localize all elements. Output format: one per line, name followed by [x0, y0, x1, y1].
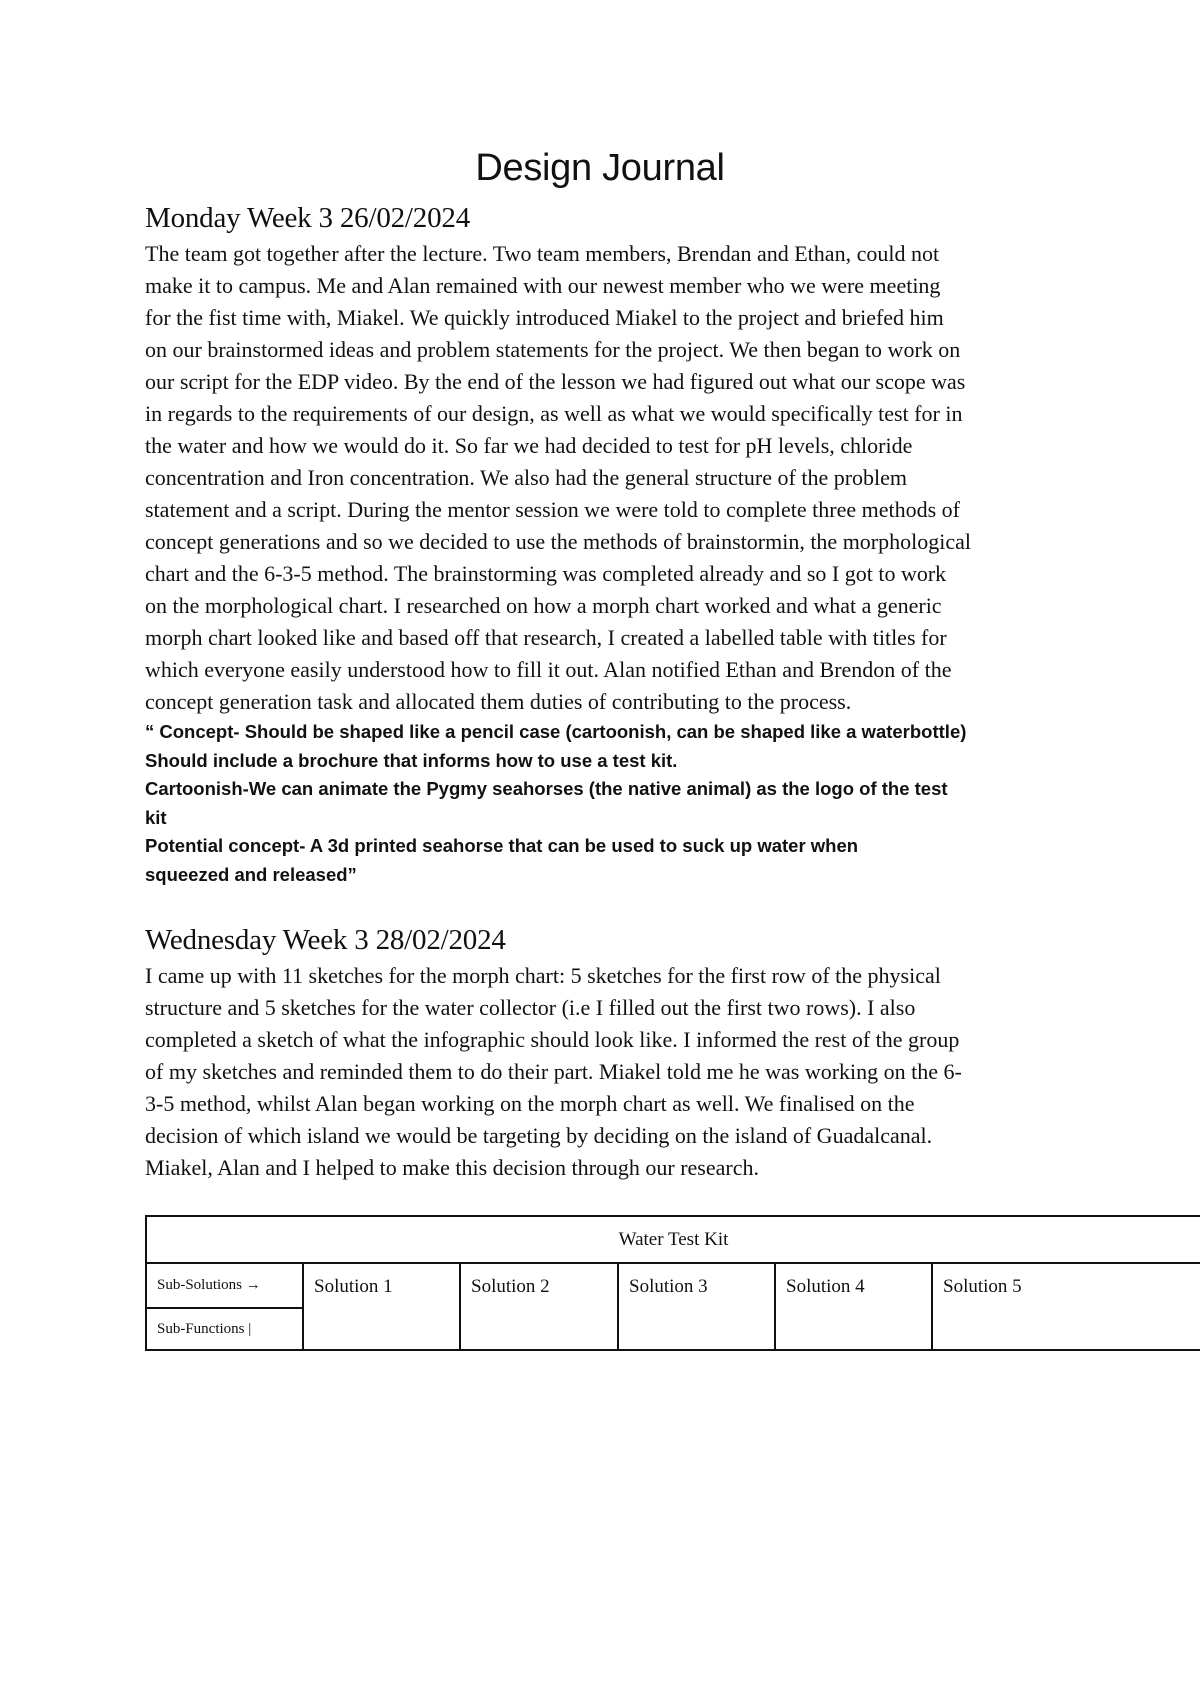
- paragraph-line: Miakel, Alan and I helped to make this decision through our research.: [145, 1155, 759, 1180]
- concept-quote: [145, 718, 1065, 889]
- quote-line: squeezed and released”: [145, 863, 357, 885]
- paragraph-line: completed a sketch of what the infographic should look like. I informed the rest of the group: [145, 1027, 960, 1052]
- paragraph-line: in regards to the requirements of our design, as well as what we would specifically test for in: [145, 401, 963, 426]
- solution-header: Solution 4: [775, 1263, 932, 1350]
- sub-solutions-label: Sub-Solutions →: [146, 1263, 303, 1308]
- paragraph-line: 3-5 method, whilst Alan began working on the morph chart as well. We finalised on the: [145, 1091, 915, 1116]
- paragraph-line: our script for the EDP video. By the end of the lesson we had figured out what our scope was: [145, 369, 966, 394]
- solution-header: Solution 3: [618, 1263, 775, 1350]
- solution-header: Solution 5: [932, 1263, 1200, 1350]
- entry-paragraph-monday: [145, 238, 1065, 718]
- entry-heading-wednesday: Wednesday Week 3 28/02/2024: [145, 924, 506, 956]
- paragraph-line: statement and a script. During the mentor session we were told to complete three methods of: [145, 497, 960, 522]
- quote-line: kit: [145, 806, 167, 828]
- paragraph-line: morph chart looked like and based off that research, I created a labelled table with titles for: [145, 625, 947, 650]
- quote-line: Cartoonish-We can animate the Pygmy seahorses (the native animal) as the logo of the test: [145, 778, 948, 799]
- table-row: [146, 1263, 1200, 1308]
- paragraph-line: The team got together after the lecture. Two team members, Brendan and Ethan, could not: [145, 241, 940, 266]
- paragraph-line: on the morphological chart. I researched on how a morph chart worked and what a generic: [145, 593, 942, 618]
- paragraph-line: the water and how we would do it. So far we had decided to test for pH levels, chloride: [145, 433, 913, 458]
- paragraph-line: structure and 5 sketches for the water collector (i.e I filled out the first two rows). I also: [145, 995, 916, 1020]
- paragraph-line: of my sketches and reminded them to do their part. Miakel told me he was working on the 6-: [145, 1059, 962, 1084]
- page-title: Design Journal: [475, 147, 725, 189]
- paragraph-line: make it to campus. Me and Alan remained with our newest member who we were meeting: [145, 273, 941, 298]
- paragraph-line: on our brainstormed ideas and problem statements for the project. We then began to work on: [145, 337, 961, 362]
- table-title-row: [146, 1216, 1200, 1263]
- paragraph-line: decision of which island we would be targeting by deciding on the island of Guadalcanal.: [145, 1123, 933, 1148]
- quote-line: “ Concept- Should be shaped like a pencil case (cartoonish, can be shaped like a waterbottle): [145, 721, 967, 742]
- entry-heading-monday: Monday Week 3 26/02/2024: [145, 202, 470, 234]
- quote-line: Potential concept- A 3d printed seahorse that can be used to suck up water when: [145, 835, 859, 856]
- paragraph-line: which everyone easily understood how to fill it out. Alan notified Ethan and Brendon of the: [145, 657, 952, 682]
- paragraph-line: concept generations and so we decided to use the methods of brainstormin, the morphological: [145, 529, 971, 554]
- entry-paragraph-wednesday: [145, 960, 1065, 1184]
- morph-chart-table: [145, 1215, 1200, 1351]
- table-title: Water Test Kit: [146, 1216, 1200, 1263]
- paragraph-line: I came up with 11 sketches for the morph chart: 5 sketches for the first row of the physical: [145, 963, 941, 988]
- solution-header: Solution 1: [303, 1263, 460, 1350]
- paragraph-line: concept generation task and allocated them duties of contributing to the process.: [145, 689, 852, 714]
- solution-header: Solution 2: [460, 1263, 618, 1350]
- paragraph-line: concentration and Iron concentration. We also had the general structure of the problem: [145, 465, 908, 490]
- paragraph-line: chart and the 6-3-5 method. The brainstorming was completed already and so I got to work: [145, 561, 947, 586]
- sub-functions-label: Sub-Functions |: [146, 1308, 303, 1350]
- quote-line: Should include a brochure that informs how to use a test kit.: [145, 749, 678, 771]
- paragraph-line: for the fist time with, Miakel. We quickly introduced Miakel to the project and briefed him: [145, 305, 944, 330]
